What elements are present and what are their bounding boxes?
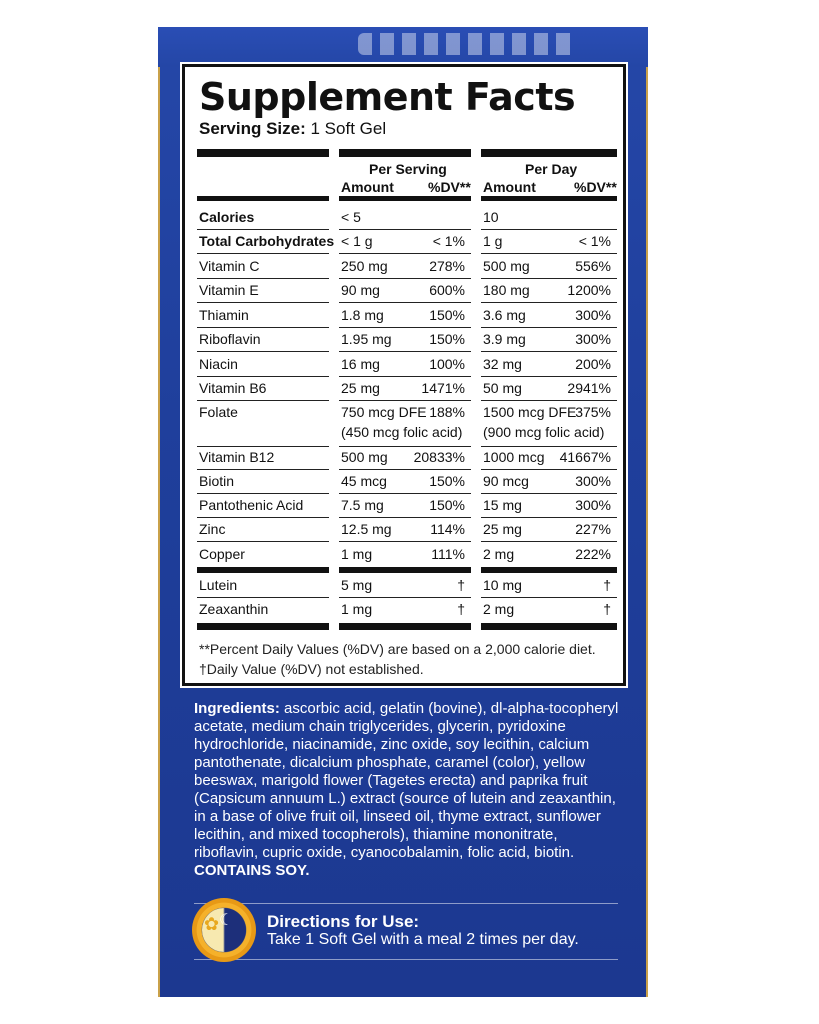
row-divider — [481, 446, 617, 447]
header-bar-day — [481, 149, 617, 157]
cell-name: Thiamin — [199, 307, 249, 323]
cell-d1: 600% — [429, 282, 465, 298]
row-divider — [197, 597, 329, 598]
cell-a2: 3.9 mg — [483, 331, 526, 347]
section-bar — [481, 623, 617, 630]
cell-d2: 300% — [575, 307, 611, 323]
cell-d2: < 1% — [578, 233, 611, 249]
sub-bar-day — [481, 196, 617, 201]
cell-a1: 90 mg — [341, 282, 380, 298]
sun-moon-icon — [192, 898, 256, 962]
cell-d1: 278% — [429, 258, 465, 274]
row-divider — [481, 400, 617, 401]
cell-name: Riboflavin — [199, 331, 261, 347]
row-divider — [197, 351, 329, 352]
cell-d1: 114% — [430, 521, 465, 537]
cell-d2: 2941% — [567, 380, 611, 396]
cell-d2: 300% — [575, 473, 611, 489]
row-divider — [481, 351, 617, 352]
cell-a1: < 1 g — [341, 233, 373, 249]
directions-text: Take 1 Soft Gel with a meal 2 times per day. — [267, 931, 579, 948]
cell-d1: 100% — [429, 356, 465, 372]
row-divider — [339, 400, 471, 401]
cell-d1: † — [457, 577, 465, 593]
col-per-serving: Per Serving — [369, 161, 447, 177]
cell-d1: 188% — [429, 404, 465, 420]
row-divider — [197, 327, 329, 328]
cell-a2: 3.6 mg — [483, 307, 526, 323]
cell-a2: 1000 mcg — [483, 449, 545, 465]
cell-a2: 500 mg — [483, 258, 530, 274]
cell-a1: 1 mg — [341, 601, 373, 617]
cell-a1: 250 mg — [341, 258, 388, 274]
cell-d2: 300% — [575, 331, 611, 347]
footnote-dagger: †Daily Value (%DV) not established. — [199, 661, 424, 677]
ingredients-text: ascorbic acid, gelatin (bovine), dl-alpha-tocopheryl acetate, medium chain triglycerides, glycerin, pyridoxine hydrochloride, niacinamide, zinc oxide, soy lecithin, calcium pantothenate, dicalcium phosphate, caramel (color), yellow beeswax, marigold flower (Tagetes erecta) and paprika fruit (Capsicum annuum L.) extract (source of lutein and zeaxanthin, in a base of olive fruit oil, linseed oil, thyme extract, sunflower lecithin, and mixed tocopherols), thiamine mononitrate, riboflavin, cupric oxide, cyanocobalamin, folic acid, biotin. — [194, 700, 619, 861]
cell-d2: 222% — [575, 546, 611, 562]
cell-d2: 375% — [575, 404, 611, 420]
row-divider — [481, 597, 617, 598]
cell-a1b: (450 mcg folic acid) — [341, 424, 463, 440]
cell-a2: 25 mg — [483, 521, 522, 537]
row-divider — [197, 541, 329, 542]
row-divider — [339, 517, 471, 518]
cell-a2: 90 mcg — [483, 473, 529, 489]
cell-d1: 20833% — [413, 449, 465, 465]
cell-a2: 1 g — [483, 233, 503, 249]
row-divider — [481, 469, 617, 470]
col-amount-1: Amount — [341, 179, 394, 195]
cell-name: Vitamin C — [199, 258, 260, 274]
directions-title: Directions for Use: — [267, 912, 420, 931]
cell-a1: 7.5 mg — [341, 497, 384, 513]
cell-name: Lutein — [199, 577, 238, 593]
row-divider — [481, 327, 617, 328]
cell-a1: 1 mg — [341, 546, 373, 562]
row-divider — [481, 517, 617, 518]
supplement-facts-panel — [182, 64, 626, 686]
row-divider — [481, 302, 617, 303]
row-divider — [339, 253, 471, 254]
serving-label: Serving Size: — [199, 119, 306, 138]
cell-a2: 2 mg — [483, 601, 515, 617]
ingredients-label: Ingredients: — [194, 700, 280, 717]
cell-name: Vitamin E — [199, 282, 259, 298]
cell-d2: † — [603, 601, 611, 617]
cell-d2: 41667% — [559, 449, 611, 465]
cell-d1: 150% — [429, 497, 465, 513]
cell-a2: 1500 mcg DFE — [483, 404, 577, 420]
cell-d2: 1200% — [567, 282, 611, 298]
cell-d1: 150% — [429, 473, 465, 489]
sub-bar-name — [197, 196, 329, 201]
row-divider — [197, 376, 329, 377]
row-divider — [481, 493, 617, 494]
cell-a2b: (900 mcg folic acid) — [483, 424, 605, 440]
row-divider — [339, 327, 471, 328]
row-divider — [339, 302, 471, 303]
section-bar — [339, 567, 471, 573]
cell-a1: 1.8 mg — [341, 307, 384, 323]
section-bar — [339, 623, 471, 630]
cell-d2: 227% — [575, 521, 611, 537]
section-bar — [197, 623, 329, 630]
row-divider — [197, 400, 329, 401]
cell-d2: † — [603, 577, 611, 593]
sun-icon: ✿ — [204, 914, 220, 934]
row-divider — [339, 469, 471, 470]
row-divider — [197, 446, 329, 447]
cell-name: Folate — [199, 404, 238, 420]
facts-title: Supplement Facts — [199, 75, 576, 119]
cell-a2: 10 — [483, 209, 499, 225]
row-divider — [197, 517, 329, 518]
col-dv-1: %DV** — [428, 179, 471, 195]
row-divider — [197, 302, 329, 303]
cell-a1: 45 mcg — [341, 473, 387, 489]
row-divider — [197, 469, 329, 470]
cell-d2: 300% — [575, 497, 611, 513]
cell-d1: † — [457, 601, 465, 617]
cell-a1: 12.5 mg — [341, 521, 392, 537]
row-divider — [481, 376, 617, 377]
col-dv-2: %DV** — [574, 179, 617, 195]
row-divider — [197, 493, 329, 494]
cell-a1: 5 mg — [341, 577, 373, 593]
row-divider — [197, 278, 329, 279]
row-divider — [339, 446, 471, 447]
cell-d1: 150% — [429, 307, 465, 323]
row-divider — [481, 541, 617, 542]
cell-a2: 15 mg — [483, 497, 522, 513]
cell-name: Vitamin B12 — [199, 449, 275, 465]
row-divider — [481, 229, 617, 230]
section-bar — [197, 567, 329, 573]
serving-value: 1 Soft Gel — [310, 119, 387, 138]
cell-a2: 50 mg — [483, 380, 522, 396]
footnote-dv: **Percent Daily Values (%DV) are based on a 2,000 calorie diet. — [199, 641, 596, 657]
col-per-day: Per Day — [525, 161, 578, 177]
row-divider — [197, 253, 329, 254]
sub-bar-serving — [339, 196, 471, 201]
cell-d1: 111% — [431, 546, 465, 562]
cell-a2: 2 mg — [483, 546, 515, 562]
cell-name: Biotin — [199, 473, 235, 489]
cell-name: Zinc — [199, 521, 226, 537]
row-divider — [481, 253, 617, 254]
cell-a1: < 5 — [341, 209, 361, 225]
allergen-warning: CONTAINS SOY. — [194, 862, 310, 879]
cell-a1: 750 mcg DFE — [341, 404, 427, 420]
cell-a2: 180 mg — [483, 282, 530, 298]
cell-name: Zeaxanthin — [199, 601, 269, 617]
serving-size — [199, 119, 386, 139]
cell-d1: 1471% — [421, 380, 465, 396]
cell-a1: 25 mg — [341, 380, 380, 396]
row-divider — [339, 597, 471, 598]
row-divider — [481, 278, 617, 279]
cell-a1: 16 mg — [341, 356, 380, 372]
cell-d2: 200% — [575, 356, 611, 372]
cell-a2: 32 mg — [483, 356, 522, 372]
cell-name: Copper — [199, 546, 245, 562]
cell-name: Pantothenic Acid — [199, 497, 304, 513]
row-divider — [339, 351, 471, 352]
cell-a2: 10 mg — [483, 577, 522, 593]
row-divider — [197, 229, 329, 230]
row-divider — [339, 376, 471, 377]
section-bar — [481, 567, 617, 573]
header-bar-name — [197, 149, 329, 157]
cell-d1: < 1% — [432, 233, 465, 249]
row-divider — [339, 278, 471, 279]
cell-name: Total Carbohydrates — [199, 233, 335, 249]
row-divider — [339, 541, 471, 542]
moon-icon: ☾ — [219, 912, 234, 929]
box-top-strip — [158, 27, 648, 67]
row-divider — [339, 229, 471, 230]
cell-name: Niacin — [199, 356, 238, 372]
cell-name: Calories — [199, 209, 255, 225]
row-divider — [339, 493, 471, 494]
header-bar-serving — [339, 149, 471, 157]
cell-d1: 150% — [429, 331, 465, 347]
cell-a1: 500 mg — [341, 449, 388, 465]
ingredients-block — [194, 700, 624, 880]
col-amount-2: Amount — [483, 179, 536, 195]
cell-a1: 1.95 mg — [341, 331, 392, 347]
cell-name: Vitamin B6 — [199, 380, 267, 396]
cell-d2: 556% — [575, 258, 611, 274]
brand-logo-partial — [358, 33, 578, 55]
